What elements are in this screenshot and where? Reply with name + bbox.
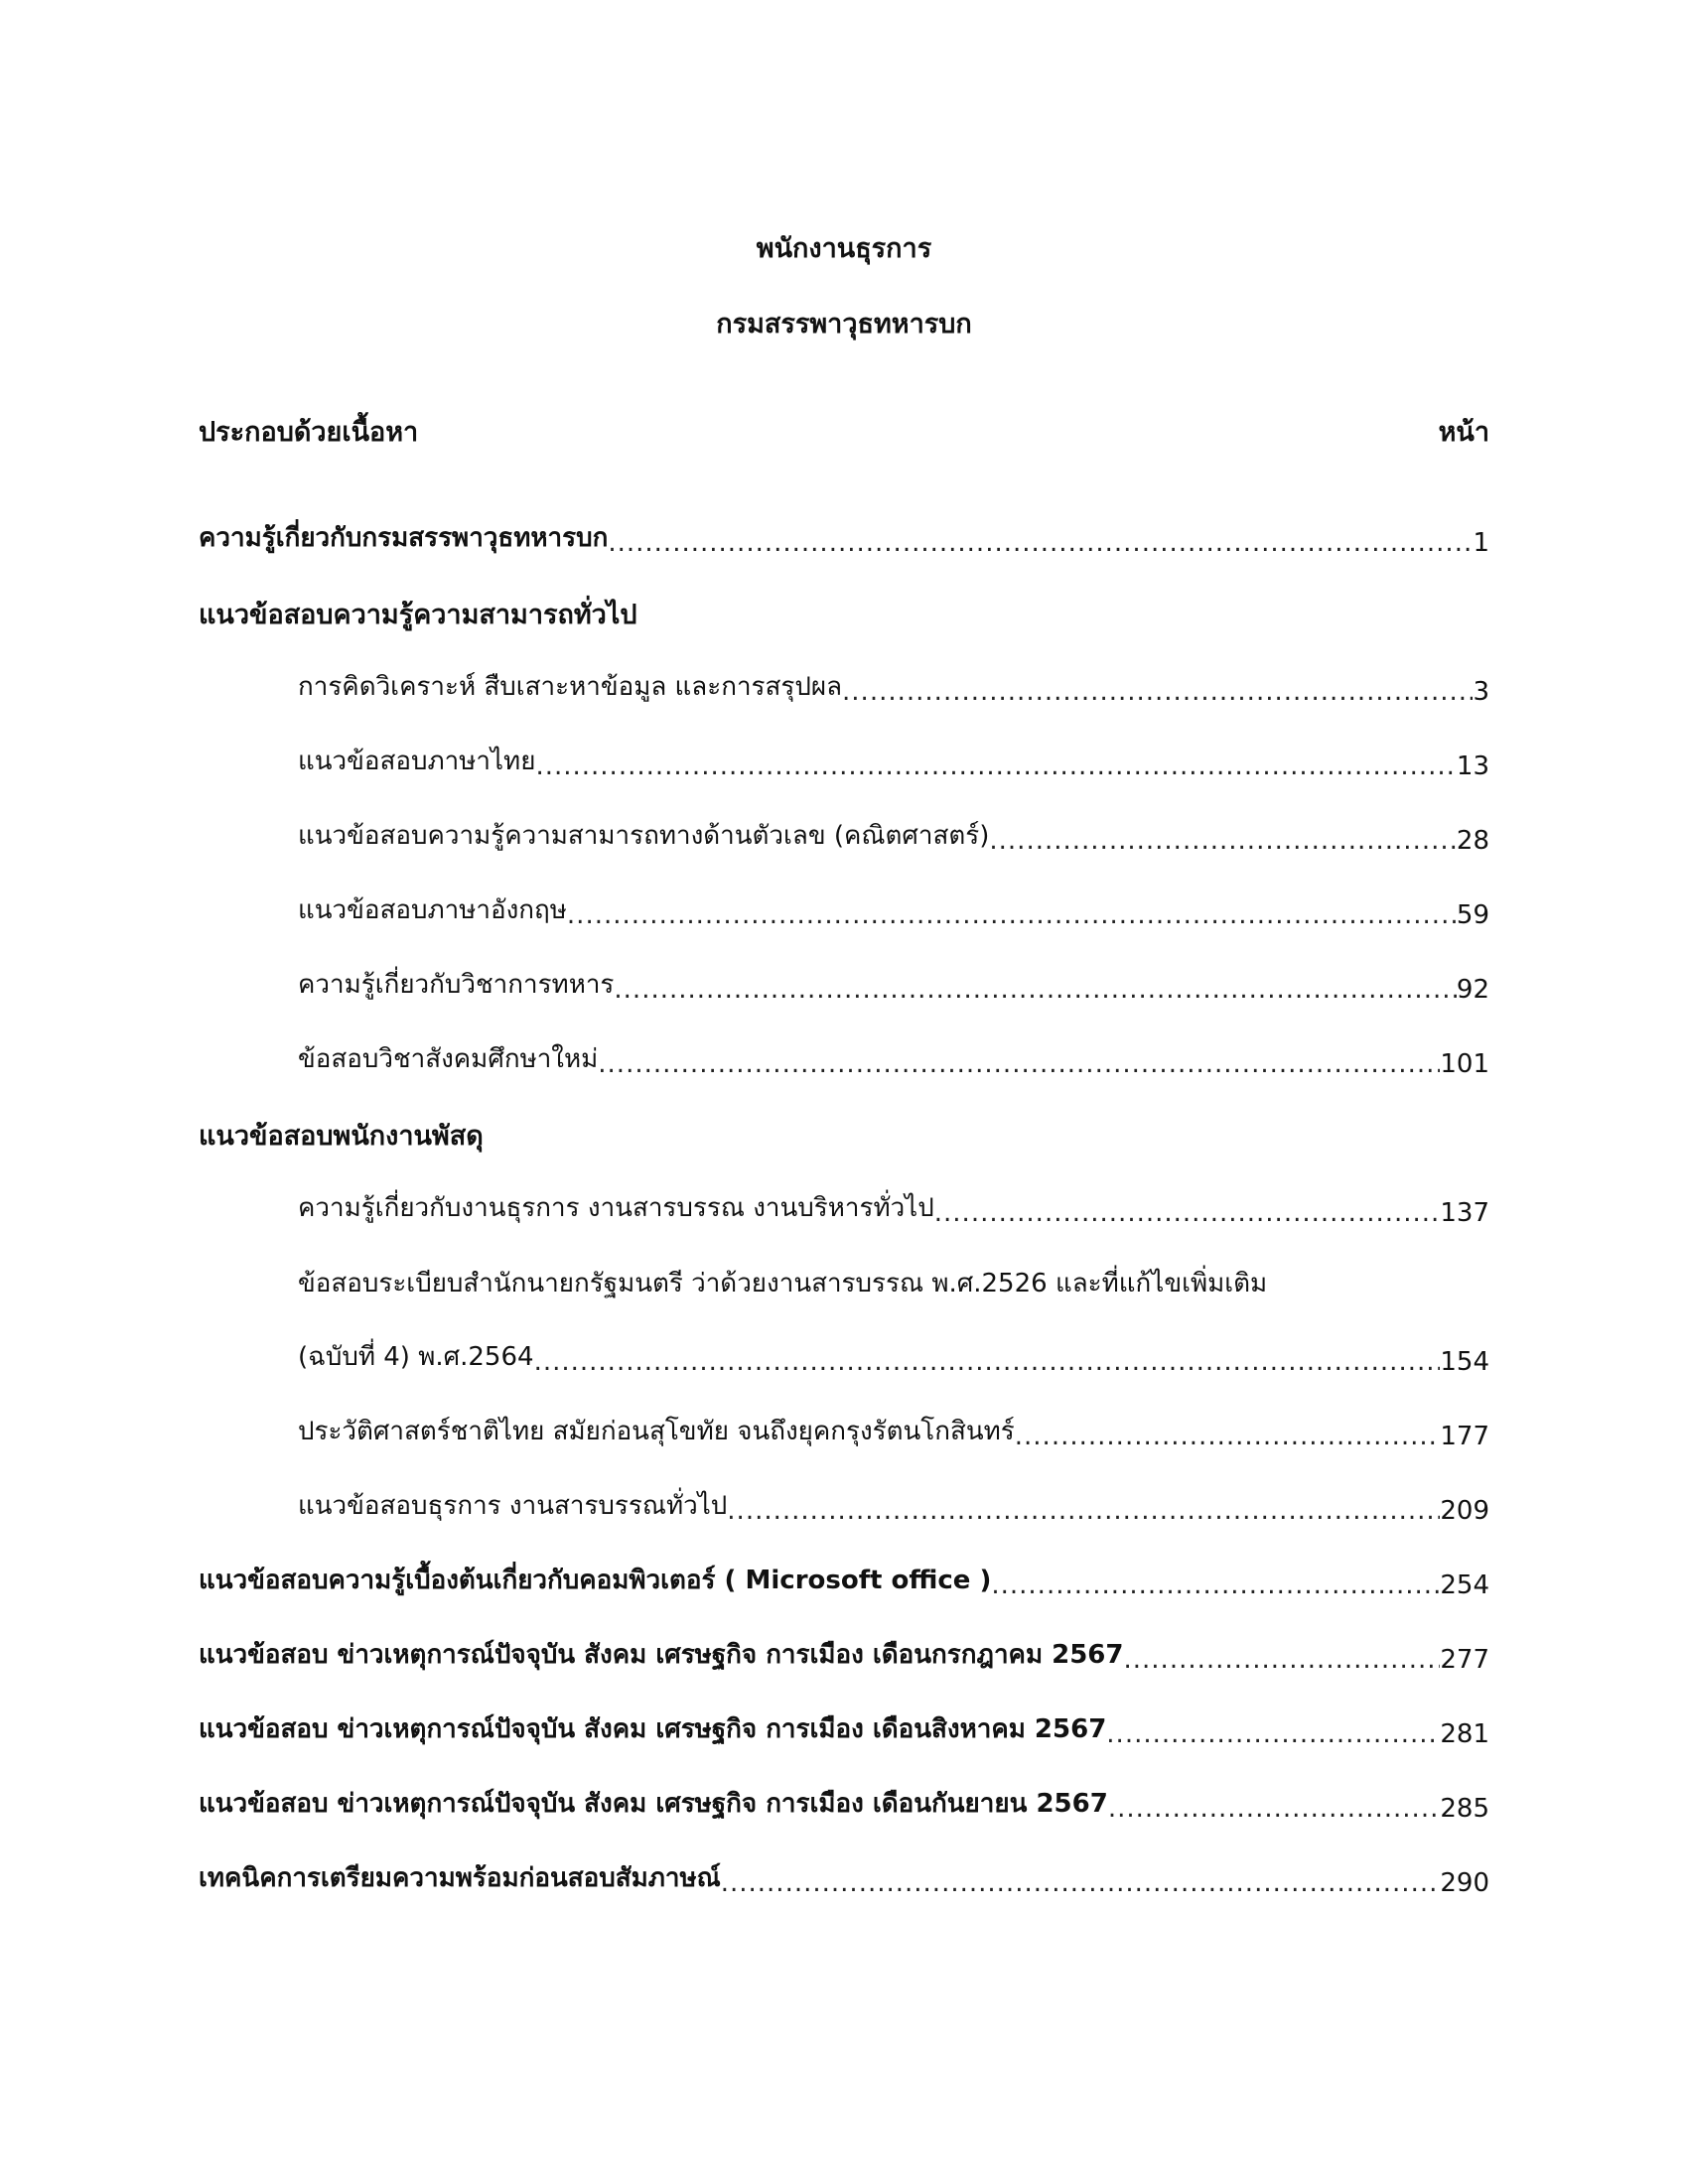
toc-entry-label: แนวข้อสอบ ข่าวเหตุการณ์ปัจจุบัน สังคม เศรษฐกิจ การเมือง เดือนกันยายน 2567 [199,1789,1108,1819]
toc-entry [298,890,1489,930]
toc-entry-page: 3 [1473,677,1489,707]
leader-dots [934,1198,1441,1228]
toc-entry [298,1337,1489,1377]
toc-entry-label: (ฉบับที่ 4) พ.ศ.2564 [298,1342,534,1372]
leader-dots [991,1570,1440,1600]
leader-dots [535,751,1456,781]
toc-entry [199,518,1489,558]
leader-dots [1015,1422,1441,1451]
toc-header [199,410,1489,453]
toc-entry [298,742,1489,781]
toc-entry-label: เทคนิคการเตรียมความพร้อมก่อนสอบสัมภาษณ์ [199,1863,721,1893]
toc-entry-label: ความรู้เกี่ยวกับวิชาการทหาร [298,970,615,1000]
page-label: หน้า [1438,417,1489,448]
toc-entry [298,1412,1489,1451]
toc-entry-label: การคิดวิเคราะห์ สืบเสาะหาข้อมูล และการสรุปผล [298,672,843,702]
toc-entry-label: ความรู้เกี่ยวกับกรมสรรพาวุธทหารบก [199,523,609,553]
document-subtitle: กรมสรรพาวุธทหารบก [716,309,972,340]
leader-dots [567,900,1457,930]
toc-entry-page: 285 [1440,1794,1489,1824]
toc-entry [298,965,1489,1005]
toc-entry-page: 101 [1440,1049,1489,1079]
toc-entry-page: 92 [1456,975,1489,1005]
toc-entry-label: แนวข้อสอบความรู้เบื้องต้นเกี่ยวกับคอมพิวเตอร์ ( Microsoft office ) [199,1566,992,1595]
toc-entry [298,1486,1489,1526]
toc-entry-page: 59 [1456,900,1489,930]
toc-entry-page: 137 [1440,1198,1489,1228]
toc-entry-label: ความรู้เกี่ยวกับงานธุรการ งานสารบรรณ งานบริหารทั่วไป [298,1193,934,1223]
toc-entry-first-line: ข้อสอบระเบียบสำนักนายกรัฐมนตรี ว่าด้วยงานสารบรรณ พ.ศ.2526 และที่แก้ไขเพิ่มเติม [298,1269,1268,1298]
toc-entry-label: แนวข้อสอบ ข่าวเหตุการณ์ปัจจุบัน สังคม เศรษฐกิจ การเมือง เดือนสิงหาคม 2567 [199,1714,1107,1744]
toc-entry [298,816,1489,856]
leader-dots [608,528,1473,558]
toc-entry-label: แนวข้อสอบ ข่าวเหตุการณ์ปัจจุบัน สังคม เศรษฐกิจ การเมือง เดือนกรกฎาคม 2567 [199,1640,1124,1670]
toc-entry-label: แนวข้อสอบความรู้ความสามารถทางด้านตัวเลข (คณิตศาสตร์) [298,821,990,851]
leader-dots [1124,1645,1441,1675]
leader-dots [614,975,1457,1005]
toc-entry-label: ประวัติศาสตร์ชาติไทย สมัยก่อนสุโขทัย จนถึงยุคกรุงรัตนโกสินทร์ [298,1417,1015,1446]
toc-entry-page: 290 [1440,1868,1489,1898]
toc-entry [199,1709,1489,1749]
toc-entry [298,1188,1489,1228]
leader-dots [989,826,1457,856]
toc-entry [298,1039,1489,1079]
toc-entry-page: 1 [1473,528,1489,558]
toc-entry [199,1858,1489,1898]
toc-entry-page: 277 [1440,1645,1489,1675]
toc-entry-label: แนวข้อสอบภาษาอังกฤษ [298,895,567,925]
toc-section-heading: แนวข้อสอบพนักงานพัสดุ [199,1121,484,1152]
toc-entry-page: 254 [1440,1570,1489,1600]
toc-entry-label: ข้อสอบวิชาสังคมศึกษาใหม่ [298,1044,599,1074]
toc-entry-page: 13 [1456,751,1489,781]
contents-label: ประกอบด้วยเนื้อหา [199,417,419,448]
leader-dots [727,1496,1440,1526]
toc-entry-label: แนวข้อสอบธุรการ งานสารบรรณทั่วไป [298,1491,728,1521]
leader-dots [721,1868,1441,1898]
leader-dots [842,677,1473,707]
leader-dots [1108,1794,1441,1824]
toc-entry [199,1635,1489,1675]
toc-entry [199,1561,1489,1600]
leader-dots [1106,1719,1440,1749]
document-title: พนักงานธุรการ [756,233,932,264]
toc-entry-page: 177 [1440,1422,1489,1451]
toc-entry-page: 154 [1440,1347,1489,1377]
toc-entry-page: 28 [1456,826,1489,856]
toc-entry-label: แนวข้อสอบภาษาไทย [298,747,536,776]
toc-entry [199,1784,1489,1824]
leader-dots [598,1049,1440,1079]
toc-section-heading: แนวข้อสอบความรู้ความสามารถทั่วไป [199,600,637,630]
toc-entry [298,667,1489,707]
toc-entry-page: 281 [1440,1719,1489,1749]
toc-entry-page: 209 [1440,1496,1489,1526]
leader-dots [534,1347,1441,1377]
